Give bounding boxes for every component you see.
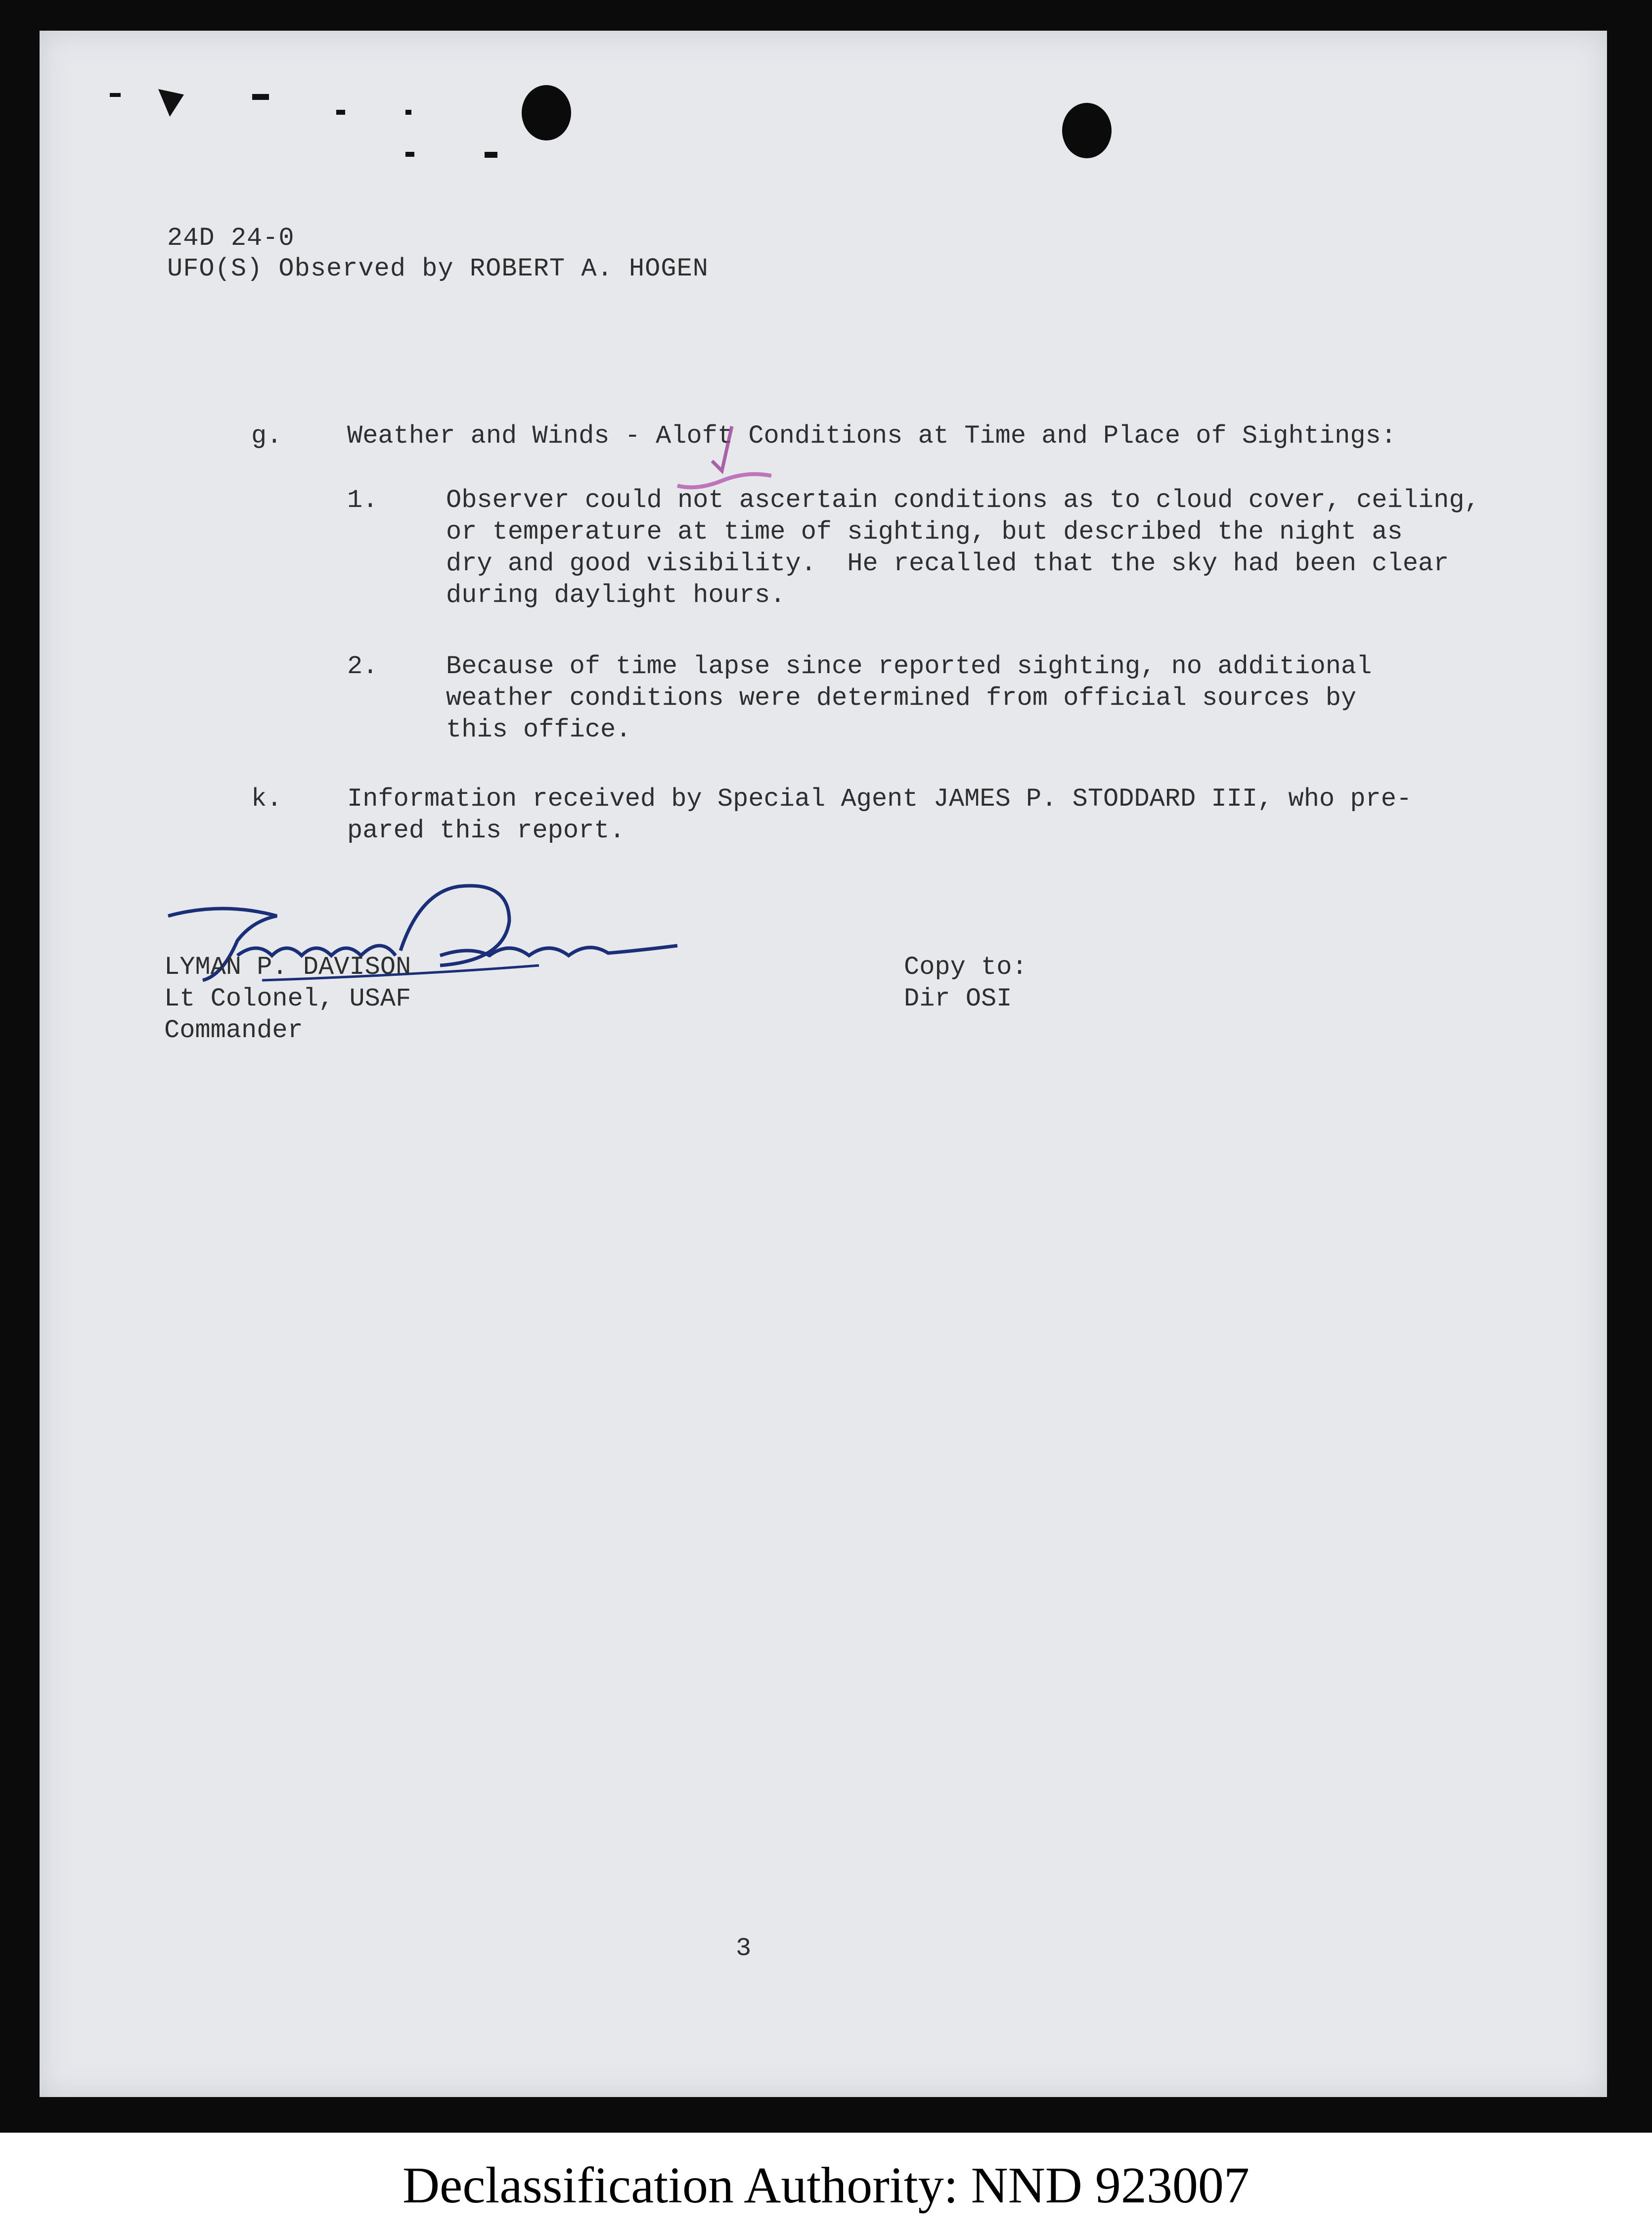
- ink-speck: [110, 93, 121, 97]
- file-number: 24D 24-0: [167, 224, 295, 253]
- section-k-line: Information received by Special Agent JAMES P. STODDARD III, who pre-: [347, 784, 1412, 814]
- item-2-line: weather conditions were determined from official sources by: [446, 684, 1357, 713]
- punch-hole-left: [522, 85, 571, 140]
- subject-line: UFO(S) Observed by ROBERT A. HOGEN: [167, 254, 709, 283]
- page-number: 3: [736, 1934, 752, 1963]
- copy-to-recipient: Dir OSI: [904, 984, 1012, 1013]
- declassification-footer: Declassification Authority: NND 923007: [402, 2157, 1250, 2214]
- signer-title: Commander: [164, 1016, 303, 1045]
- section-g-heading: [347, 420, 1396, 452]
- ink-speck: [158, 89, 184, 117]
- ink-speck: [405, 110, 411, 115]
- section-marker-g: g.: [251, 421, 282, 451]
- section-marker-k: k.: [251, 784, 282, 814]
- item-1-text: [446, 485, 1480, 611]
- document-page: [40, 31, 1607, 2097]
- item-1-line: Observer could not ascertain conditions as to cloud cover, ceiling,: [446, 486, 1480, 515]
- pink-ink-check-mark: [668, 416, 831, 510]
- ink-speck: [336, 110, 345, 115]
- ink-speck: [485, 152, 497, 158]
- item-marker-1: 1.: [347, 486, 378, 515]
- item-2-line: this office.: [446, 715, 631, 744]
- signature-block: [164, 952, 411, 1047]
- signer-rank: Lt Colonel, USAF: [164, 984, 411, 1013]
- item-2-text: [446, 651, 1372, 746]
- item-1-line: or temperature at time of sighting, but described the night as: [446, 517, 1403, 547]
- item-1-line: dry and good visibility. He recalled that the sky had been clear: [446, 549, 1449, 578]
- item-1-line: during daylight hours.: [446, 581, 786, 610]
- section-g-line: Weather and Winds - Aloft Conditions at Time and Place of Sightings:: [347, 421, 1396, 451]
- signer-name: LYMAN P. DAVISON: [164, 953, 411, 982]
- copy-to-label: Copy to:: [904, 953, 1027, 982]
- item-2-line: Because of time lapse since reported sighting, no additional: [446, 652, 1372, 681]
- section-k-line: pared this report.: [347, 816, 625, 845]
- punch-hole-right: [1062, 103, 1112, 158]
- copy-to-block: [904, 952, 1027, 1015]
- section-k-text: [347, 783, 1412, 847]
- ink-speck: [405, 152, 414, 157]
- ink-speck: [252, 94, 269, 100]
- item-marker-2: 2.: [347, 652, 378, 681]
